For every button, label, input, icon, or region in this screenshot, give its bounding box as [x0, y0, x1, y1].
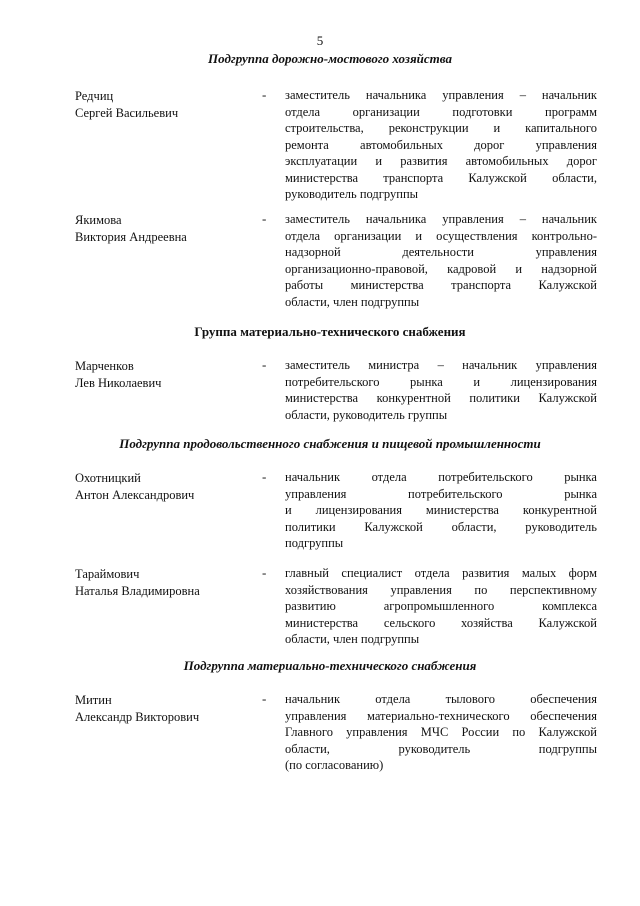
- desc-line: министерства конкурентной политики Калужской: [285, 391, 597, 405]
- desc-line: отдела организации подготовки программ: [285, 104, 597, 119]
- desc-line: начальник отдела тылового обеспечения: [285, 692, 597, 706]
- desc-line: ремонта автомобильных дорог управления: [285, 137, 597, 152]
- desc-line: заместитель министра – начальник управления: [285, 358, 597, 372]
- desc-line: хозяйствования управления по перспективному: [285, 582, 597, 597]
- surname: Якимова: [75, 213, 122, 227]
- desc-line: организационно-правовой, кадровой и надзорной: [285, 261, 597, 276]
- desc-line: области, руководитель группы: [285, 407, 448, 422]
- desc-line: работы министерства транспорта Калужской: [285, 278, 597, 292]
- given-names: Лев Николаевич: [75, 375, 162, 390]
- desc-line: министерства сельского хозяйства Калужской: [285, 615, 597, 630]
- surname: Охотницкий: [75, 471, 141, 485]
- desc-line: подгруппы: [285, 536, 344, 550]
- surname: Тараймович: [75, 567, 140, 581]
- given-names: Александр Викторович: [75, 709, 200, 724]
- position-description: [285, 357, 597, 423]
- desc-line: (по согласованию): [285, 758, 384, 772]
- desc-line: заместитель начальника управления – начальник: [285, 88, 597, 102]
- desc-line: надзорной деятельности управления: [285, 245, 597, 259]
- dash-separator: -: [262, 469, 267, 484]
- person-name-marchenkov: [75, 358, 161, 391]
- given-names: Виктория Андреевна: [75, 229, 187, 244]
- dash-separator: -: [262, 565, 267, 580]
- desc-line: управления потребительского рынка: [285, 486, 597, 501]
- position-description: [285, 211, 597, 310]
- person-name-redchits: [75, 88, 178, 121]
- surname: Марченков: [75, 359, 134, 373]
- section-heading-food-supply: Подгруппа продовольственного снабжения и пищевой промышленности: [119, 436, 541, 451]
- desc-line: министерства транспорта Калужской области,: [285, 170, 597, 185]
- section-heading-road-bridge: Подгруппа дорожно-мостового хозяйства: [208, 51, 452, 66]
- desc-line: развитию агропромышленного комплекса: [285, 599, 597, 613]
- desc-line: начальник отдела потребительского рынка: [285, 470, 597, 484]
- person-name-okhotnitsky: [75, 470, 194, 503]
- position-description: [285, 87, 597, 203]
- desc-line: отдела организации и осуществления контрольно-: [285, 228, 597, 243]
- page-number: 5: [316, 33, 324, 48]
- desc-line: заместитель начальника управления – начальник: [285, 212, 597, 226]
- desc-line: главный специалист отдела развития малых форм: [285, 566, 597, 580]
- person-name-yakimova: [75, 212, 187, 245]
- desc-line: управления материально-технического обеспечения: [285, 708, 597, 723]
- dash-separator: -: [262, 87, 267, 102]
- desc-line: строительства, реконструкции и капитального: [285, 121, 597, 135]
- position-description: [285, 565, 597, 648]
- desc-line: области, член подгруппы: [285, 632, 420, 646]
- desc-line: области, руководитель подгруппы: [285, 741, 597, 756]
- person-name-mitin: [75, 692, 199, 725]
- person-name-taraimovich: [75, 566, 200, 599]
- section-heading-material-supply: Подгруппа материально-технического снабжения: [183, 658, 477, 673]
- dash-separator: -: [262, 211, 267, 226]
- given-names: Антон Александрович: [75, 487, 195, 502]
- given-names: Наталья Владимировна: [75, 583, 200, 598]
- position-description: [285, 691, 597, 774]
- surname: Редчиц: [75, 89, 114, 103]
- desc-line: области, член подгруппы: [285, 294, 420, 309]
- dash-separator: -: [262, 691, 267, 706]
- desc-line: руководитель подгруппы: [285, 187, 419, 201]
- surname: Митин: [75, 693, 112, 707]
- dash-separator: -: [262, 357, 267, 372]
- desc-line: и лицензирования министерства конкурентной: [285, 503, 597, 517]
- desc-line: потребительского рынка и лицензирования: [285, 374, 597, 389]
- given-names: Сергей Васильевич: [75, 105, 179, 120]
- desc-line: политики Калужской области, руководитель: [285, 519, 597, 534]
- position-description: [285, 469, 597, 552]
- desc-line: Главного управления МЧС России по Калужской: [285, 725, 597, 739]
- section-heading-logistics-group: Группа материально-технического снабжения: [194, 324, 466, 339]
- desc-line: эксплуатации и развития автомобильных дорог: [285, 154, 597, 168]
